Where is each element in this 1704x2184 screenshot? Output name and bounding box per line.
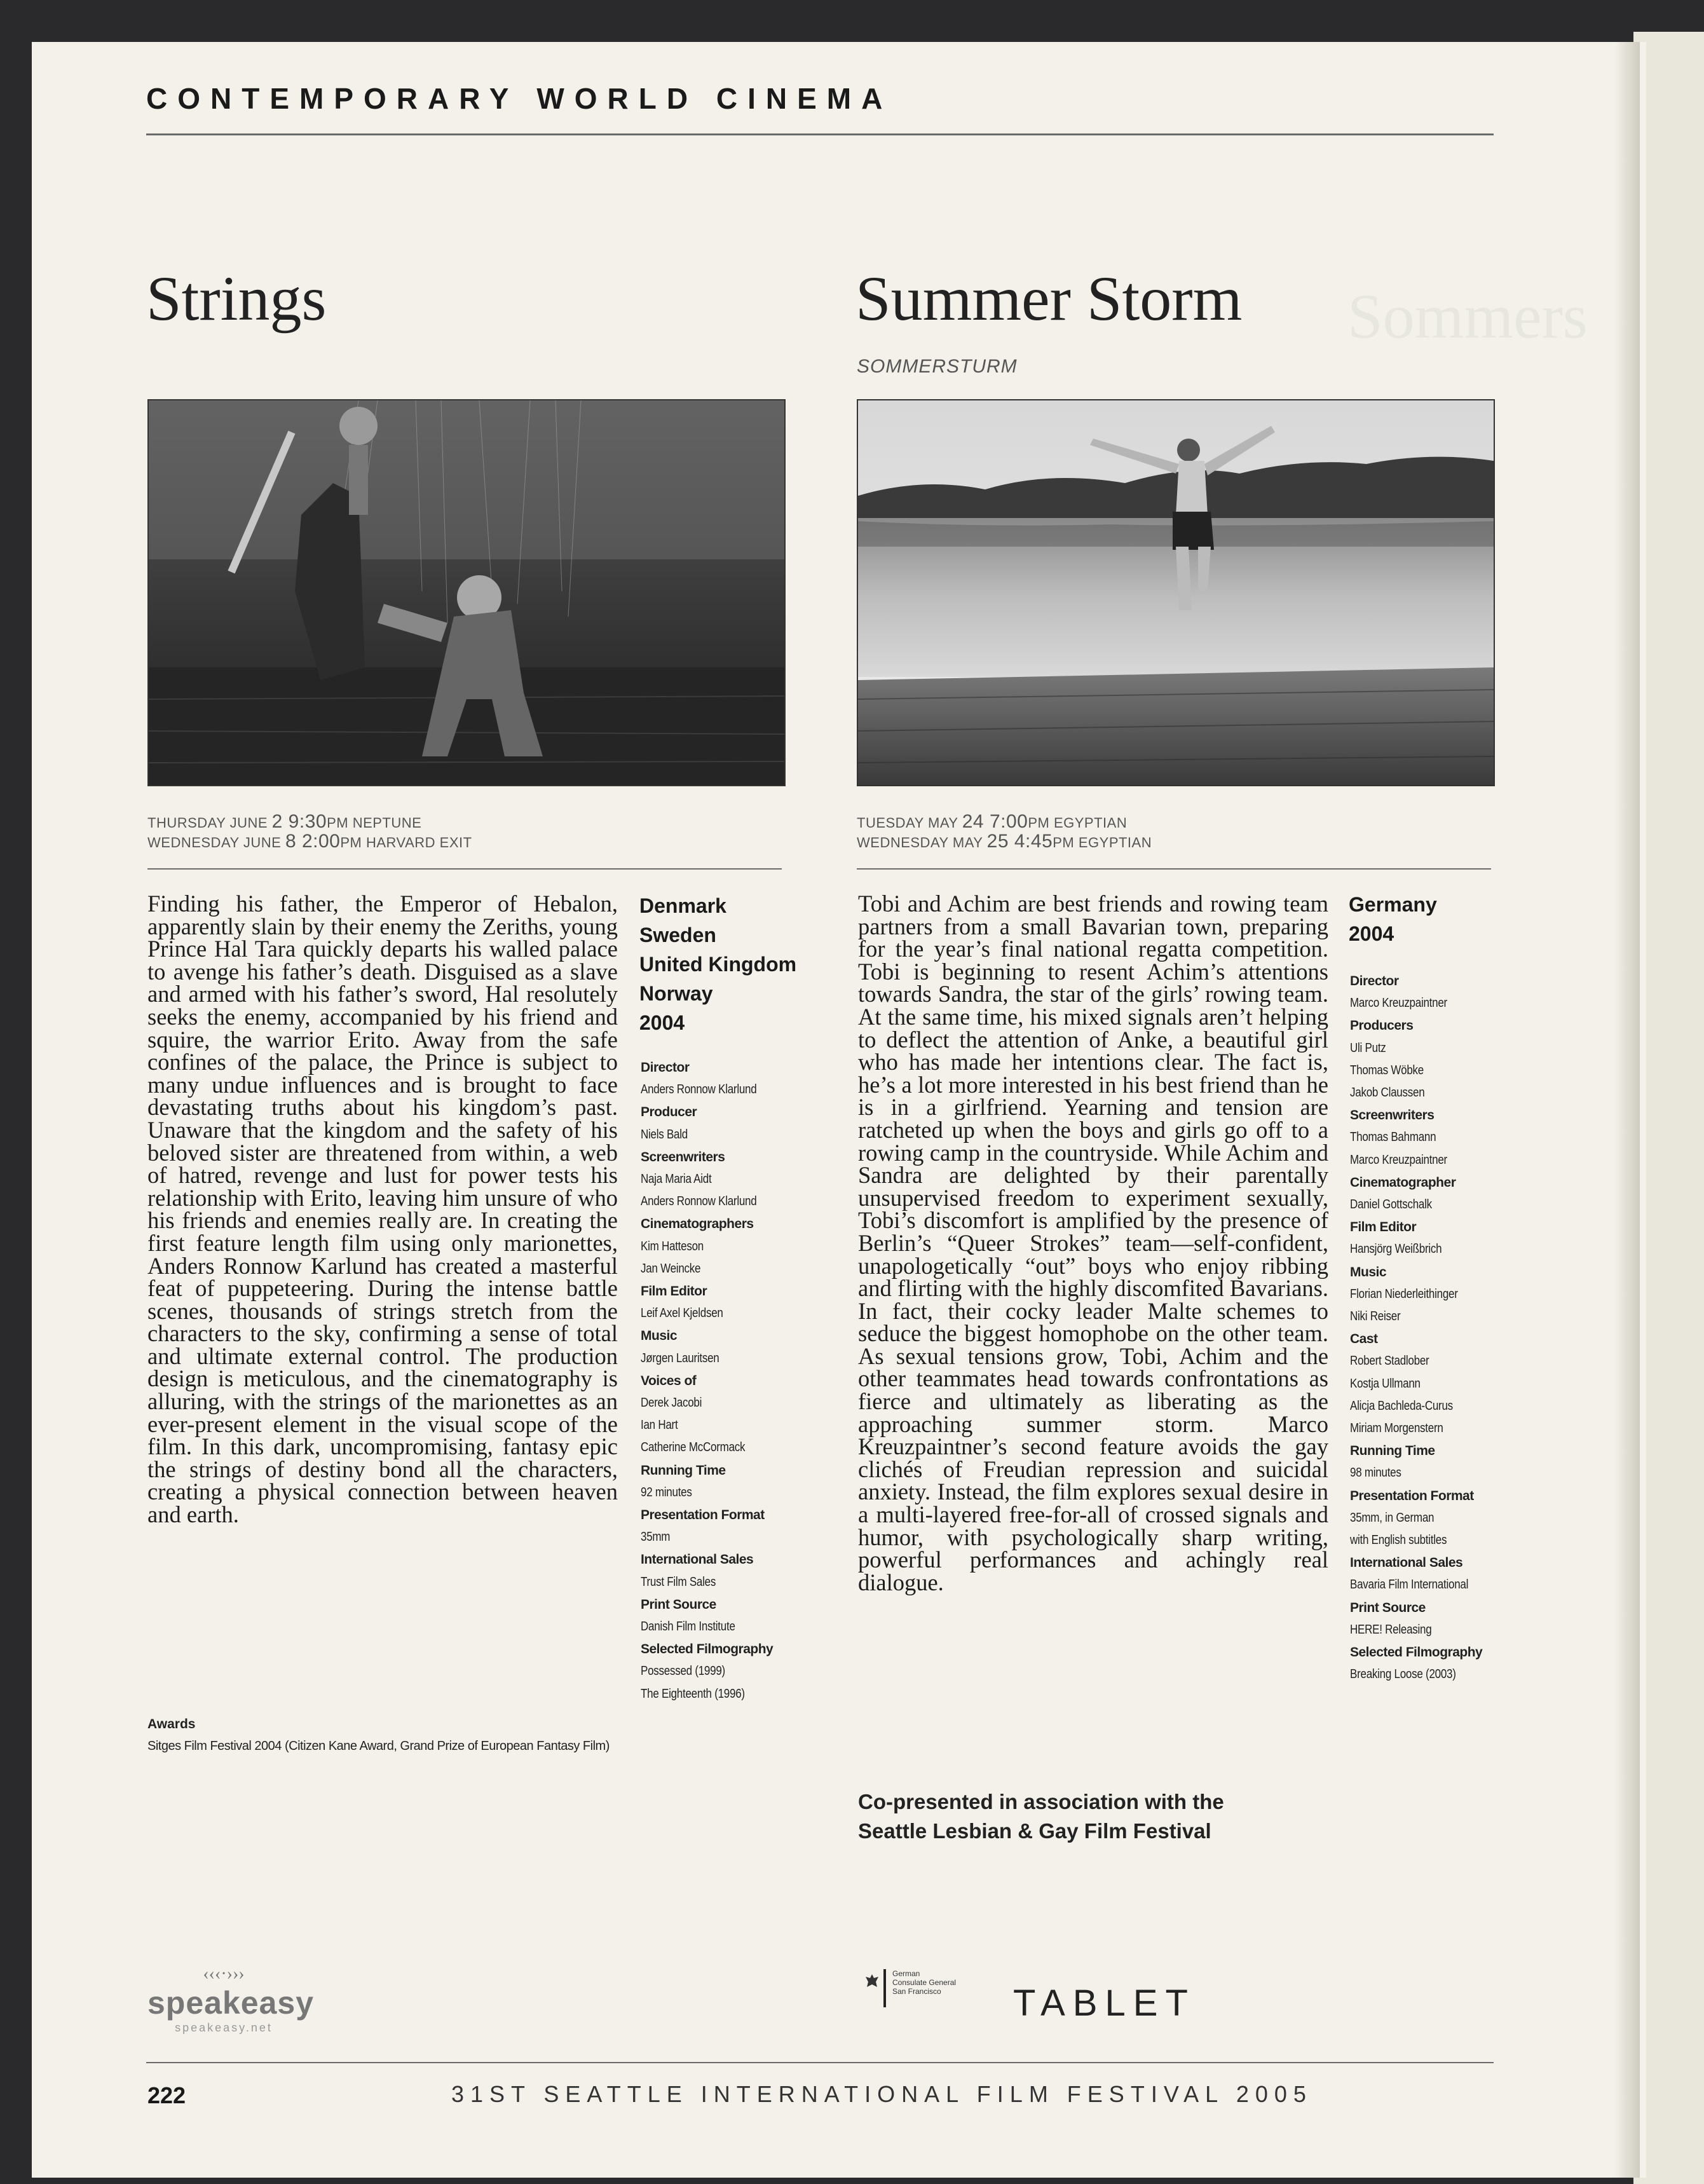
consulate-line: San Francisco	[892, 1987, 941, 1996]
credit-name: Kostja Ullmann	[1350, 1376, 1421, 1391]
synopsis-text: Tobi and Achim are best friends and rowing team partners from a small Bavarian town, preparing for the year’s final national regatta competition. Tobi is beginning to resent Achim’s attentions towards Sandra, the star of the girls’ rowing team. At the same time, his mixed signals aren’t helping to deflect the attention of Anke, a beautiful girl who has made her intentions clear. The fact is, he’s a lot more interested in his best friend than he is in a girlfriend. Yearning and tension are ratcheted up when the boys and girls go off to a rowing camp in the countryside. While Achim and Sandra are delighted by their parentally unsupervised freedom to experiment sexually, Tobi’s discomfort is amplified by the presence of Berlin’s “Queer Strokes” team—self-confident, unapologetically “out” boys who enjoy ribbing and flirting with the highly discomfited Bavarians. In fact, their cocky leader Malte schemes to seduce the biggest homophobe on the other team. As sexual tensions grow, Tobi, Achim and the other teammates head towards confrontations as fierce and ultimately as liberating as the approaching summer storm. Marco Kreuzpaintner’s second feature avoids the gay clichés of Freudian repression and suicidal anxiety. Instead, the film explores sexual desire in a multi-layered free-for-all of crossed signals and humor, with psychologically sharp writing, powerful performances and achingly real dialogue.	[858, 891, 1328, 1595]
credit-name: 35mm, in German	[1350, 1510, 1435, 1525]
credit-role: Film Editor	[1350, 1220, 1417, 1235]
credit-name: Jan Weincke	[641, 1261, 701, 1276]
speakeasy-logo	[147, 1964, 315, 2035]
credit-name: Leif Axel Kjeldsen	[641, 1306, 723, 1321]
synopsis-text: Finding his father, the Emperor of Hebalon, apparently slain by their enemy the Zeriths, young Prince Hal Tara quickly departs his walled palace to avenge his father’s death. Disguised as a slave and armed with his father’s sword, Hal resolutely seeks the enemy, accompanied by his friend and squire, the warrior Erito. Away from the safe confines of the palace, the Prince is subject to many undue influences and is brought to face devastating truths about his kingdom’s past. Unaware that the kingdom and the safety of his beloved sister are threatened from within, a web of hatred, revenge and lust for power tests his relationship with Erito, leaving him unsure of who his friends and enemies really are. In creating the first feature length film using only marionettes, Anders Ronnow Karlund has created a masterful feat of puppeteering. During the intense battle scenes, thousands of strings stretch from the characters to the sky, confirming a sense of total and ultimate external control. The production design is meticulous, and the cinematography is alluring, with the strings of the marionettes as an ever-present element in the visual scope of the film. In this dark, uncompromising, fantasy epic the strings of destiny bond all the characters, creating a physical connection between heaven and earth.	[147, 891, 618, 1528]
year: 2004	[1349, 922, 1394, 945]
credit-role: Screenwriters	[1350, 1108, 1435, 1123]
credit-role: International Sales	[641, 1552, 754, 1567]
credit-role: Selected Filmography	[641, 1642, 774, 1657]
showtime-1: THURSDAY JUNE 2 9:30PM NEPTUNE	[147, 811, 422, 832]
showtime-1: TUESDAY MAY 24 7:00PM EGYPTIAN	[857, 811, 1128, 832]
showtime-2: WEDNESDAY MAY 25 4:45PM EGYPTIAN	[857, 831, 1152, 852]
divider-strings	[147, 868, 782, 870]
country: Sweden	[639, 924, 716, 946]
copresented-line: Co-presented in association with the	[858, 1790, 1224, 1813]
festival-name: 31ST SEATTLE INTERNATIONAL FILM FESTIVAL 2005	[451, 2081, 1312, 2107]
showtimes-strings	[147, 812, 472, 852]
still-photo-strings	[147, 399, 786, 786]
credit-name: 35mm	[641, 1530, 671, 1545]
consulate-line: Consulate General	[892, 1978, 957, 1987]
credit-name: Catherine McCormack	[641, 1440, 746, 1455]
credit-name: Ian Hart	[641, 1418, 678, 1433]
credit-name: Naja Maria Aidt	[641, 1172, 712, 1187]
credit-name: Uli Putz	[1350, 1041, 1386, 1055]
divider-summer-storm	[857, 868, 1491, 870]
credit-name: Miriam Morgenstern	[1350, 1421, 1443, 1436]
countries-strings	[639, 891, 796, 1037]
page-gutter-shadow	[1614, 42, 1640, 2178]
credit-name: Marco Kreuzpaintner	[1350, 1152, 1447, 1167]
credit-name: 92 minutes	[641, 1485, 692, 1499]
still-photo-summer-storm	[857, 399, 1495, 786]
credit-name: Thomas Wöbke	[1350, 1063, 1424, 1077]
tablet-logo: TABLET	[1013, 1983, 1196, 2024]
speakeasy-url: speakeasy.net	[175, 2021, 273, 2034]
credit-role: Cinematographers	[641, 1217, 754, 1232]
credit-name: Anders Ronnow Klarlund	[641, 1082, 757, 1097]
showtimes-summer-storm	[857, 812, 1152, 852]
credit-name: Robert Stadlober	[1350, 1354, 1429, 1368]
credit-role: Music	[641, 1328, 678, 1344]
credit-name: Anders Ronnow Klarlund	[641, 1194, 757, 1209]
credit-name: Possessed (1999)	[641, 1664, 725, 1679]
credit-name: Danish Film Institute	[641, 1620, 735, 1634]
synopsis-summer-storm	[858, 892, 1328, 1594]
credit-role: Cinematographer	[1350, 1175, 1456, 1190]
credit-name: Alicja Bachleda-Curus	[1350, 1398, 1453, 1413]
credit-role: Print Source	[641, 1597, 716, 1612]
bleed-through-text: Sommers	[1347, 281, 1588, 351]
eagle-crest-icon	[864, 1973, 880, 1992]
credit-role: Presentation Format	[1350, 1488, 1474, 1503]
credit-role: Screenwriters	[641, 1149, 725, 1164]
header-rule	[146, 133, 1494, 135]
countries-summer-storm	[1349, 890, 1437, 948]
credit-name: Bavaria Film International	[1350, 1578, 1469, 1592]
page-number: 222	[147, 2082, 186, 2108]
credit-name: Thomas Bahmann	[1350, 1130, 1436, 1145]
country: Germany	[1349, 893, 1437, 916]
credit-name: Marco Kreuzpaintner	[1350, 996, 1447, 1011]
credit-name: Hansjörg Weißbrich	[1350, 1242, 1442, 1257]
speakeasy-wordmark: speakeasy	[147, 1985, 315, 2021]
credit-name: Daniel Gottschalk	[1350, 1198, 1432, 1212]
credit-name: Kim Hatteson	[641, 1239, 704, 1253]
footer-rule	[146, 2062, 1494, 2063]
credit-name: with English subtitles	[1350, 1533, 1447, 1548]
credit-name: Derek Jacobi	[641, 1396, 702, 1410]
section-header: CONTEMPORARY WORLD CINEMA	[146, 82, 893, 115]
logo-divider	[883, 1969, 886, 2007]
credit-name: HERE! Releasing	[1350, 1622, 1432, 1637]
credit-role: Running Time	[1350, 1443, 1435, 1459]
showtime-2: WEDNESDAY JUNE 8 2:00PM HARVARD EXIT	[147, 831, 472, 852]
country: Norway	[639, 982, 713, 1005]
film-title-strings: Strings	[146, 263, 327, 334]
credit-name: Trust Film Sales	[641, 1574, 716, 1589]
synopsis-strings	[147, 892, 618, 1526]
credit-role: Running Time	[641, 1463, 726, 1478]
credit-role: Presentation Format	[641, 1508, 765, 1523]
country: United Kingdom	[639, 953, 797, 976]
original-title: SOMMERSTURM	[857, 356, 1018, 377]
credit-role: Music	[1350, 1264, 1387, 1280]
film-title-summer-storm: Summer Storm	[855, 263, 1243, 334]
credit-name: Jakob Claussen	[1350, 1086, 1425, 1100]
signal-icon: ‹‹‹·›››	[203, 1964, 245, 1984]
credit-role: Producers	[1350, 1018, 1414, 1034]
copresented-line: Seattle Lesbian & Gay Film Festival	[858, 1819, 1211, 1843]
awards-strings	[147, 1714, 610, 1757]
year: 2004	[639, 1011, 685, 1034]
awards-label: Awards	[147, 1717, 196, 1731]
credit-role: Producer	[641, 1105, 697, 1120]
credit-role: Director	[641, 1060, 690, 1075]
credit-role: Director	[1350, 974, 1399, 988]
credits-strings	[641, 1056, 777, 1705]
credit-role: Print Source	[1350, 1600, 1426, 1615]
credit-name: The Eighteenth (1996)	[641, 1686, 745, 1701]
credit-role: International Sales	[1350, 1555, 1463, 1571]
credit-name: Jørgen Lauritsen	[641, 1351, 719, 1365]
credit-role: Film Editor	[641, 1284, 707, 1299]
credits-summer-storm	[1350, 970, 1489, 1686]
credit-role: Selected Filmography	[1350, 1645, 1483, 1660]
credit-name: Niki Reiser	[1350, 1309, 1401, 1324]
credit-name: Niels Bald	[641, 1127, 688, 1142]
credit-name: Florian Niederleithinger	[1350, 1287, 1458, 1301]
credit-role: Cast	[1350, 1332, 1378, 1347]
awards-text: Sitges Film Festival 2004 (Citizen Kane Award, Grand Prize of European Fantasy Film)	[147, 1739, 610, 1753]
credit-name: Breaking Loose (2003)	[1350, 1667, 1456, 1682]
copresented-note	[858, 1787, 1224, 1846]
country: Denmark	[639, 894, 726, 917]
credit-name: 98 minutes	[1350, 1466, 1401, 1480]
consulate-line: German	[892, 1969, 920, 1978]
credit-role: Voices of	[641, 1373, 697, 1388]
